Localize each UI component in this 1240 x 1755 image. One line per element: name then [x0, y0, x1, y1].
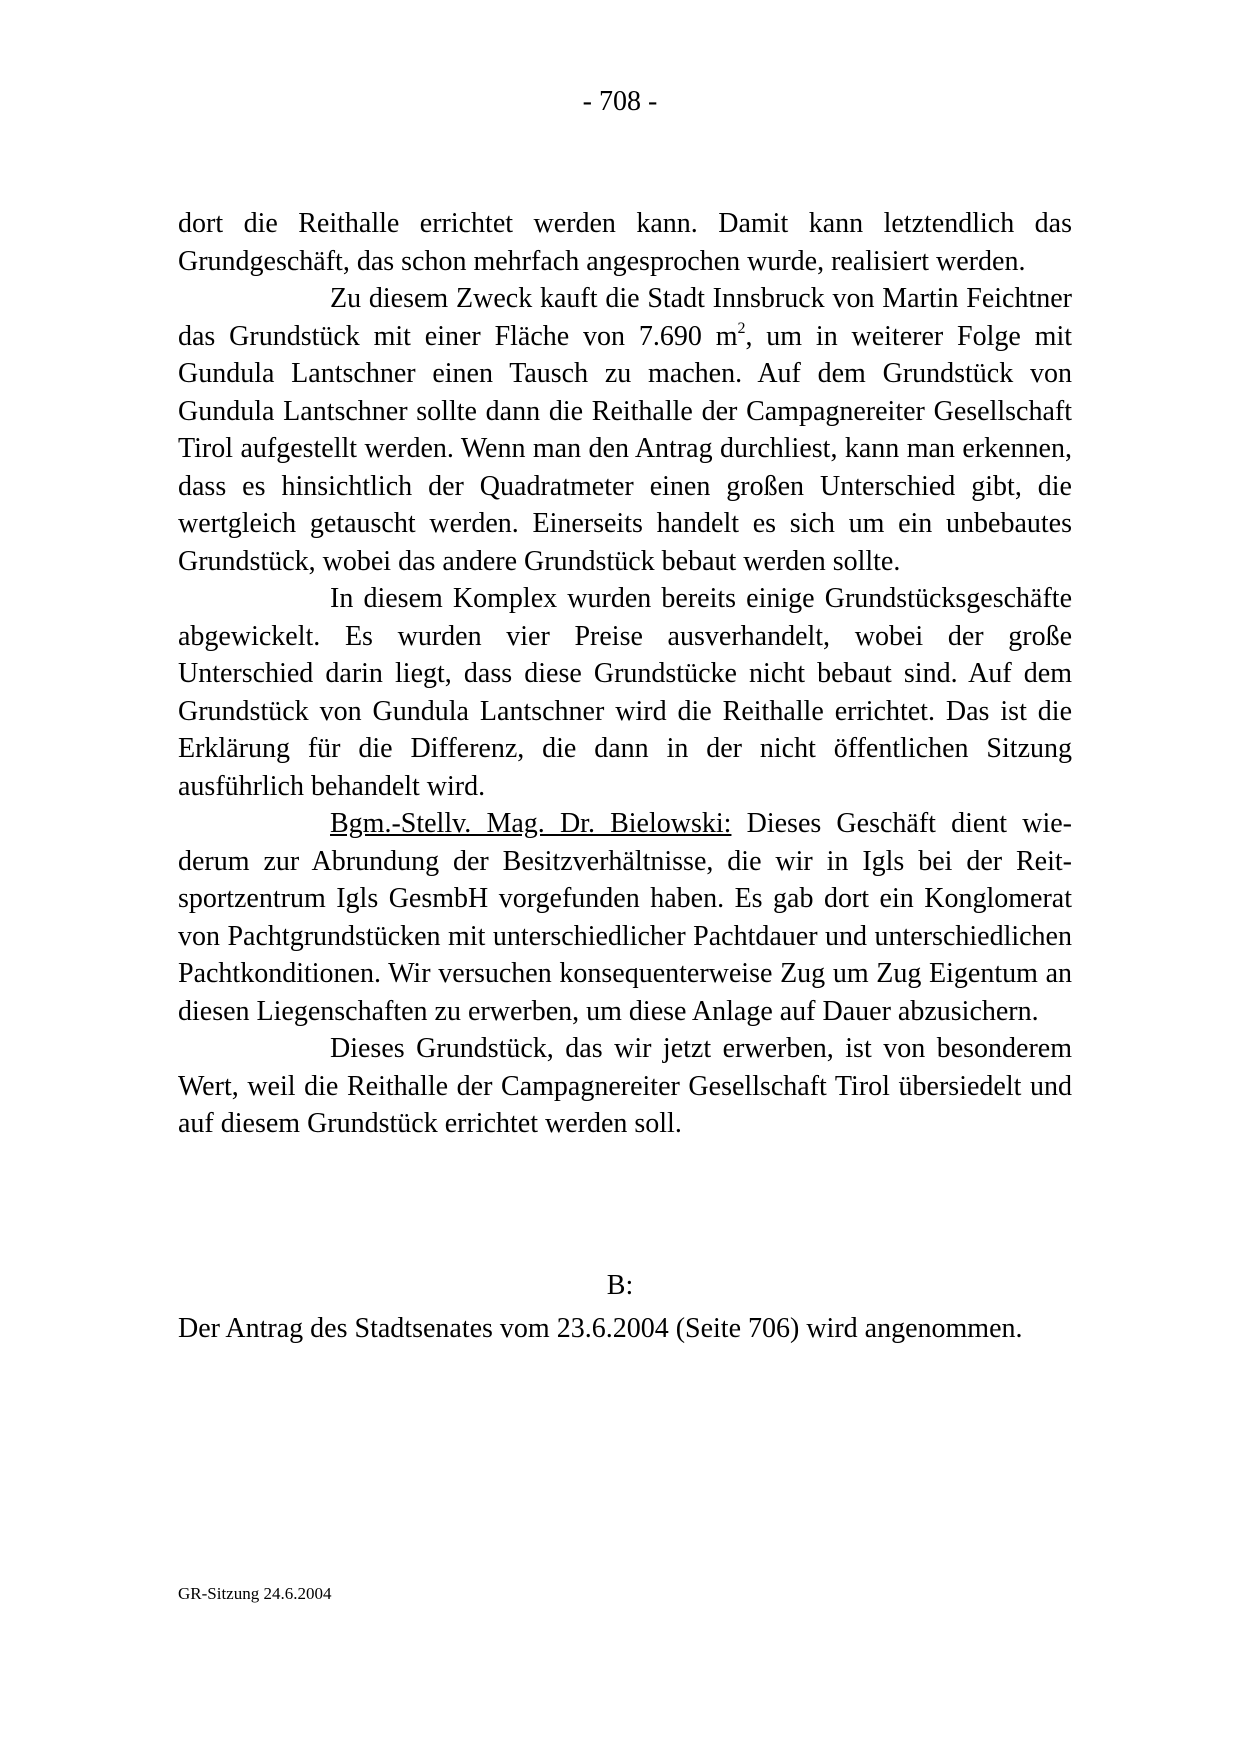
page-number: - 708 -: [582, 86, 658, 117]
footer-session-date: GR-Sitzung 24.6.2004: [178, 1584, 332, 1603]
paragraph-2-text-start: Zu diesem Zweck kauft die Stadt Innsbruck von Martin Feichtner das Grundstück mit einer Fläche von 7.690 m: [178, 283, 1072, 352]
resolution-text: Der Antrag des Stadtsenates vom 23.6.2004 (Seite 706) wird angenommen.: [178, 1313, 1023, 1344]
paragraph-2-text-end: , um in weiterer Folge mit Gundula Lantschner einen Tausch zu machen. Auf dem Grundstück von Gundula Lantschner sollte dann die Reithalle der Campagnereiter Gesellschaft Tirol aufgestellt werden. Wenn man den Antrag durchliest, kann man erkennen, dass es hinsichtlich der Quadratmeter einen großen Unterschied gibt, die wertgleich getauscht werden. Einerseits handelt es sich um ein unbebautes Grundstück, wobei das andere Grundstück bebaut werden sollte.: [178, 320, 1073, 577]
paragraph-4-text: Dieses Geschäft dient wiederum zur Abrundung der Besitzverhältnisse, die wir in Igls bei der Reitsportzentrum Igls GesmbH vorgefunden haben. Es gab dort ein Konglomerat von Pachtgrundstücken mit unterschiedlicher Pachtdauer und unterschiedlichen Pachtkonditionen. Wir versuchen konsequenterweise Zug um Zug Eigentum an diesen Liegenschaften zu erwerben, um diese Anlage auf Dauer abzusichern.: [178, 808, 1072, 1027]
paragraph-1: dort die Reithalle errichtet werden kann. Damit kann letztendlich das Grundgeschäft, das schon mehrfach angesprochen wurde, realisiert werden.: [178, 208, 1072, 277]
paragraph-5: Dieses Grundstück, das wir jetzt erwerben, ist von besonderem Wert, weil die Reithalle der Campagnereiter Gesellschaft Tirol übersiedelt und auf diesem Grundstück errichtet werden soll.: [178, 1033, 1072, 1139]
paragraph-2: [178, 280, 1072, 580]
speaker-name: Bgm.-Stellv. Mag. Dr. Bielowski:: [330, 808, 732, 839]
paragraph-4: [178, 805, 1072, 1030]
section-label: B:: [606, 1270, 634, 1301]
body-text: [178, 205, 1072, 1143]
paragraph-3: In diesem Komplex wurden bereits einige Grundstücksgeschäfte abgewickelt. Es wurden vier Preise ausverhandelt, wobei der große Unterschied darin liegt, dass diese Grundstücke nicht bebaut sind. Auf dem Grundstück von Gundula Lantschner wird die Reithalle errichtet. Das ist die Erklärung für die Differenz, die dann in der nicht öffentlichen Sitzung ausführlich behandelt wird.: [178, 583, 1072, 802]
superscript-squared: 2: [737, 319, 746, 337]
